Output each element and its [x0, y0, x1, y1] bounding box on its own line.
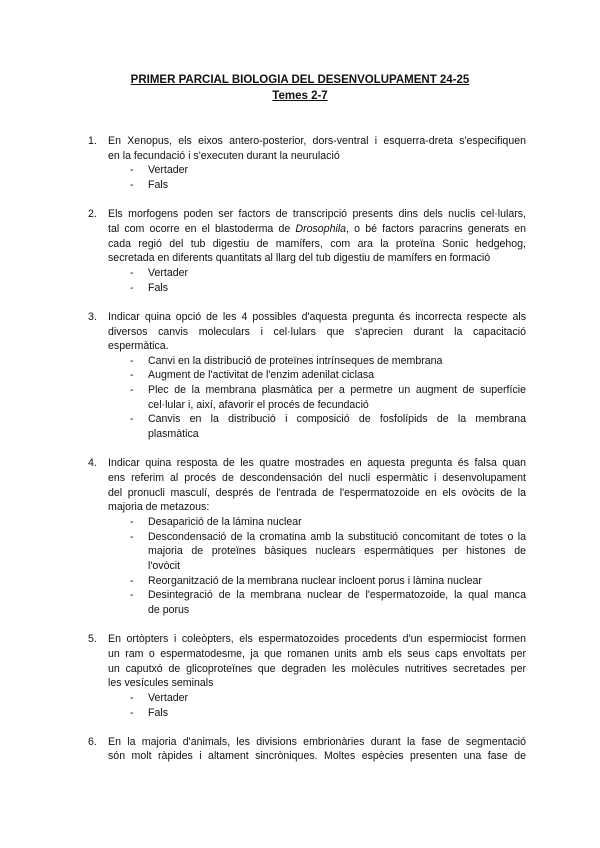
text-line: cel·lular i, així, afavorir el procés de fecundació: [148, 398, 369, 411]
answer-option: [130, 266, 526, 281]
option-text: [148, 412, 526, 441]
question-number: 5.: [88, 633, 97, 646]
option-text: [148, 691, 526, 706]
option-text: [148, 383, 526, 412]
text-line: cada regió del tub digestiu de mamífers, com ara la proteïna Sonic hedgehog,: [108, 237, 526, 250]
dash-bullet: -: [130, 706, 134, 719]
text-line: Plec de la membrana plasmàtica per a permetre un augment de superfície: [148, 384, 526, 397]
question-2: [88, 207, 526, 295]
text-line: En ortòpters i coleòpters, els espermatozoides procedents d'un espermiocist formen: [108, 633, 526, 646]
text-line: Reorganització de la membrana nuclear incloent porus i làmina nuclear: [148, 574, 482, 587]
question-number: 6.: [88, 735, 97, 748]
question-number: 4.: [88, 457, 97, 470]
answer-option: [130, 178, 526, 193]
text-line: Indicar quina resposta de les quatre mostrades en aquesta pregunta és falsa quan: [108, 457, 526, 470]
text-line: majoria de metazous:: [108, 501, 210, 514]
text-line: Els morfogens poden ser factors de transcripció presents dins dels nuclis cel·lulars,: [108, 208, 526, 221]
text-line: Desaparició de la lámina nuclear: [148, 516, 302, 529]
text-line: un caputxó de glicoproteïnes que degraden les molècules nutritives secretades per: [108, 662, 526, 675]
text-line: l'ovòcit: [148, 559, 181, 572]
text-line: En la majoria d'animals, les divisions embrionàries durant la fase de segmentació: [108, 735, 526, 748]
dash-bullet: -: [130, 369, 134, 382]
option-text: [148, 515, 526, 530]
text-line: Vertader: [148, 691, 189, 704]
text-line: En Xenopus, els eixos antero-posterior, dors-ventral i esquerra-dreta s'especifiquen: [108, 135, 526, 147]
option-text: [148, 163, 526, 178]
answer-option: [130, 515, 526, 530]
text-line: Vertader: [148, 266, 189, 279]
question-text: [108, 735, 526, 764]
question-3: [88, 310, 526, 442]
text-line: majoria de proteïnes bàsiques nuclears espermàtiques per histones de: [148, 545, 526, 558]
dash-bullet: -: [130, 178, 134, 191]
option-text: [148, 530, 526, 574]
text-line: les vesícules seminals: [108, 677, 214, 690]
text-line: de porus: [148, 603, 190, 616]
dash-bullet: -: [130, 691, 134, 704]
answer-option: [130, 588, 526, 617]
answer-option: [130, 574, 526, 589]
option-text: [148, 588, 526, 617]
text-line: Fals: [148, 706, 169, 719]
answer-option: [130, 163, 526, 178]
option-text: [148, 266, 526, 281]
dash-bullet: -: [130, 516, 134, 529]
question-text: [108, 456, 526, 617]
answer-option: [130, 412, 526, 441]
text-line: en la fecundació i s'executen durant la neurulació: [108, 149, 340, 162]
text-line: [108, 222, 526, 237]
text-line: Indicar quina opció de les 4 possibles d'aquesta pregunta és incorrecta respecte als: [108, 310, 526, 323]
question-text: [108, 207, 526, 295]
option-text: [148, 354, 526, 369]
text-line: espermàtica.: [108, 340, 169, 353]
dash-bullet: -: [130, 164, 134, 177]
question-number: 2.: [88, 208, 97, 221]
option-text: [148, 574, 526, 589]
dash-bullet: -: [130, 266, 134, 279]
answer-option: [130, 281, 526, 296]
text-line: Canvis en la distribució i composició de fosfolípids de la membrana: [148, 413, 526, 426]
text-line: Fals: [148, 178, 169, 191]
answer-option: [130, 368, 526, 383]
text-segment: tal com ocorre en el blastoderma de: [108, 222, 296, 235]
answer-option: [130, 706, 526, 721]
text-line: Descondensació de la cromatina amb la substitució concomitant de totes o la: [148, 530, 526, 543]
question-text: [108, 134, 526, 193]
text-line: un ram o espermatodesme, ja que romanen units amb els seus caps envoltats per: [108, 647, 526, 660]
text-line: plasmàtica: [148, 428, 199, 441]
dash-bullet: -: [130, 413, 134, 426]
answer-option: [130, 383, 526, 412]
answer-option: [130, 354, 526, 369]
title-line: PRIMER PARCIAL BIOLOGIA DEL DESENVOLUPAMENT 24-25: [130, 74, 470, 86]
subtitle-line: Temes 2-7: [272, 90, 328, 102]
text-segment: , o bé factors paracrins generats en: [346, 222, 526, 235]
text-line: ens referim al procés de descondensación del nucli espermàtic i desenvolupament: [108, 472, 526, 485]
dash-bullet: -: [130, 354, 134, 367]
text-line: diversos canvis moleculars i cel·lulars que s'aprecien durant la capacitació: [108, 325, 526, 338]
dash-bullet: -: [130, 281, 134, 294]
question-text: [108, 310, 526, 442]
option-text: [148, 281, 526, 296]
question-text: [108, 632, 526, 720]
question-number: 3.: [88, 310, 97, 323]
answer-option: [130, 530, 526, 574]
text-line: del pronucli masculí, després de l'entrada de l'espermatozoide en els ovòcits de la: [108, 486, 526, 499]
text-line: Fals: [148, 281, 169, 294]
text-line: Augment de l'activitat de l'enzim adenilat ciclasa: [148, 369, 375, 382]
question-1: [88, 134, 526, 193]
option-text: [148, 706, 526, 721]
italic-text: Drosophila: [295, 222, 347, 235]
question-5: [88, 632, 526, 720]
dash-bullet: -: [130, 384, 134, 397]
answer-option: [130, 691, 526, 706]
text-line: Vertader: [148, 164, 189, 177]
text-line: Canvi en la distribució de proteïnes intrínseques de membrana: [148, 354, 443, 367]
text-line: Desintegració de la membrana nuclear de l'espermatozoide, la qual manca: [148, 589, 526, 602]
document-title: [0, 72, 600, 104]
text-line: són molt ràpides i altament sincròniques. Moltes espècies presenten una fase de: [108, 750, 526, 763]
question-4: [88, 456, 526, 617]
option-text: [148, 368, 526, 383]
question-number: 1.: [88, 135, 97, 147]
text-line: secretada en diferents quantitats al llarg del tub digestiu de mamífers en formació: [108, 252, 491, 265]
option-text: [148, 178, 526, 193]
dash-bullet: -: [130, 574, 134, 587]
question-list: [88, 134, 526, 779]
dash-bullet: -: [130, 589, 134, 602]
dash-bullet: -: [130, 530, 134, 543]
question-6: [88, 735, 526, 764]
